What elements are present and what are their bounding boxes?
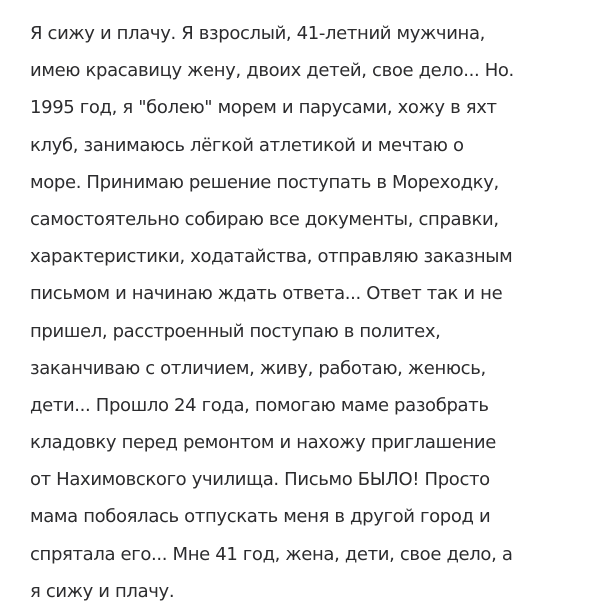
text-line: я сижу и плачу. (30, 580, 175, 602)
text-line: самостоятельно собираю все документы, справки, (30, 208, 499, 230)
text-line: от Нахимовского училища. Письмо БЫЛО! Просто (30, 469, 490, 491)
text-line: письмом и начинаю ждать ответа... Ответ так и не (30, 283, 503, 305)
text-line: пришел, расстроенный поступаю в политех, (30, 320, 441, 342)
text-line: дети... Прошло 24 года, помогаю маме разобрать (30, 394, 489, 416)
text-line: клуб, занимаюсь лёгкой атлетикой и мечтаю о (30, 134, 464, 156)
text-line: характеристики, ходатайства, отправляю заказным (30, 246, 513, 268)
text-line: спрятала его... Мне 41 год, жена, дети, свое дело, а (30, 543, 513, 565)
text-line: заканчиваю с отличием, живу, работаю, женюсь, (30, 357, 486, 379)
text-line: 1995 год, я "болею" морем и парусами, хожу в яхт (30, 97, 497, 119)
text-line: Я сижу и плачу. Я взрослый, 41-летний мужчина, (30, 23, 486, 44)
text-line: мама побоялась отпускать меня в другой город и (30, 506, 491, 528)
text-line: кладовку перед ремонтом и нахожу приглашение (30, 432, 496, 454)
text-line: море. Принимаю решение поступать в Мореходку, (30, 171, 499, 193)
text-line: имею красавицу жену, двоих детей, свое дело... Но. (30, 60, 514, 82)
post-text (30, 15, 590, 610)
